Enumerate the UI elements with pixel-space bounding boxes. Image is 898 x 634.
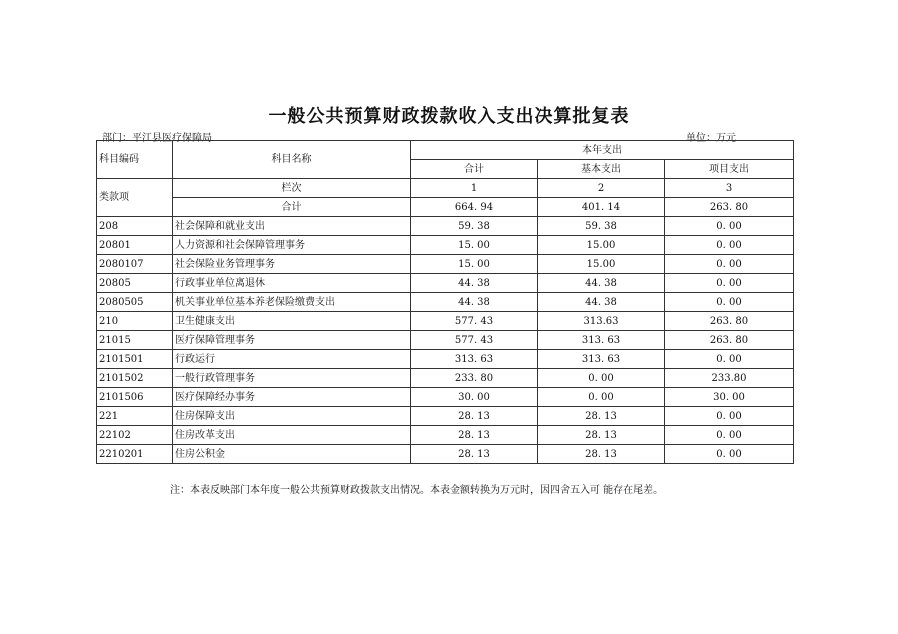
cell-project: 0. 00 — [665, 236, 794, 255]
cell-total: 577. 43 — [411, 331, 538, 350]
table-row — [97, 293, 794, 312]
cell-basic: 313.63 — [538, 312, 665, 331]
cell-name: 卫生健康支出 — [173, 312, 411, 331]
cell-basic: 0. 00 — [538, 369, 665, 388]
cell-code: 2101502 — [97, 369, 173, 388]
header-group: 本年支出 — [411, 141, 794, 160]
cell-code: 20801 — [97, 236, 173, 255]
cell-project: 263. 80 — [665, 312, 794, 331]
header-category: 类款项 — [97, 179, 173, 217]
cell-basic: 15.00 — [538, 236, 665, 255]
cell-name: 一般行政管理事务 — [173, 369, 411, 388]
table-row — [97, 350, 794, 369]
cell-code: 2101506 — [97, 388, 173, 407]
cell-code: 221 — [97, 407, 173, 426]
cell-code: 208 — [97, 217, 173, 236]
cell-basic: 28. 13 — [538, 445, 665, 464]
table-row — [97, 217, 794, 236]
cell-project: 0. 00 — [665, 293, 794, 312]
header-name: 科目名称 — [173, 141, 411, 179]
cell-project: 0. 00 — [665, 274, 794, 293]
cell-basic: 313. 63 — [538, 331, 665, 350]
table-row — [97, 388, 794, 407]
cell-name: 行政运行 — [173, 350, 411, 369]
cell-project: 233.80 — [665, 369, 794, 388]
cell-name: 机关事业单位基本养老保险缴费支出 — [173, 293, 411, 312]
cell-basic: 0. 00 — [538, 388, 665, 407]
total-basic: 401. 14 — [538, 198, 665, 217]
cell-total: 28. 13 — [411, 426, 538, 445]
cell-total: 313. 63 — [411, 350, 538, 369]
table-row — [97, 445, 794, 464]
column-index-1: 1 — [411, 179, 538, 198]
table-row — [97, 274, 794, 293]
cell-total: 28. 13 — [411, 445, 538, 464]
budget-table-body — [97, 141, 794, 464]
table-row — [97, 236, 794, 255]
cell-project: 0. 00 — [665, 445, 794, 464]
total-label: 合计 — [173, 198, 411, 217]
cell-basic: 28. 13 — [538, 426, 665, 445]
header-total: 合计 — [411, 160, 538, 179]
cell-code: 22102 — [97, 426, 173, 445]
cell-project: 0. 00 — [665, 426, 794, 445]
page-title: 一般公共预算财政拨款收入支出决算批复表 — [268, 106, 630, 127]
header-row-1 — [97, 141, 794, 160]
cell-project: 0. 00 — [665, 407, 794, 426]
cell-name: 医疗保障经办事务 — [173, 388, 411, 407]
cell-code: 2080107 — [97, 255, 173, 274]
table-row — [97, 426, 794, 445]
cell-code: 2210201 — [97, 445, 173, 464]
header-basic: 基本支出 — [538, 160, 665, 179]
cell-code: 21015 — [97, 331, 173, 350]
budget-table — [96, 140, 794, 464]
table-row — [97, 369, 794, 388]
column-index-3: 3 — [665, 179, 794, 198]
table-row — [97, 255, 794, 274]
cell-total: 59. 38 — [411, 217, 538, 236]
header-code: 科目编码 — [97, 141, 173, 179]
total-project: 263. 80 — [665, 198, 794, 217]
header-project: 项目支出 — [665, 160, 794, 179]
column-index-row — [97, 179, 794, 198]
table-row — [97, 331, 794, 350]
cell-basic: 59. 38 — [538, 217, 665, 236]
cell-total: 15. 00 — [411, 255, 538, 274]
cell-total: 15. 00 — [411, 236, 538, 255]
cell-total: 233. 80 — [411, 369, 538, 388]
cell-name: 社会保险业务管理事务 — [173, 255, 411, 274]
cell-total: 44. 38 — [411, 274, 538, 293]
total-sum: 664. 94 — [411, 198, 538, 217]
cell-name: 社会保障和就业支出 — [173, 217, 411, 236]
cell-name: 住房改革支出 — [173, 426, 411, 445]
cell-code: 210 — [97, 312, 173, 331]
cell-name: 人力资源和社会保障管理事务 — [173, 236, 411, 255]
cell-project: 263. 80 — [665, 331, 794, 350]
cell-basic: 313. 63 — [538, 350, 665, 369]
table-row — [97, 407, 794, 426]
cell-total: 577. 43 — [411, 312, 538, 331]
cell-basic: 44. 38 — [538, 293, 665, 312]
footnote: 注：本表反映部门本年度一般公共预算财政拨款支出情况。本表金额转换为万元时，因四舍五入可 能存在尾差。 — [170, 485, 664, 496]
cell-project: 0. 00 — [665, 350, 794, 369]
cell-code: 20805 — [97, 274, 173, 293]
table-row — [97, 312, 794, 331]
unit-label: 单位：万元 — [686, 133, 736, 144]
cell-project: 30. 00 — [665, 388, 794, 407]
column-index-2: 2 — [538, 179, 665, 198]
column-index-label: 栏次 — [173, 179, 411, 198]
cell-name: 住房保障支出 — [173, 407, 411, 426]
cell-project: 0. 00 — [665, 217, 794, 236]
department-label: 部门：平江县医疗保障局 — [102, 133, 212, 144]
cell-basic: 44. 38 — [538, 274, 665, 293]
cell-code: 2080505 — [97, 293, 173, 312]
cell-basic: 28. 13 — [538, 407, 665, 426]
cell-basic: 15.00 — [538, 255, 665, 274]
cell-total: 44. 38 — [411, 293, 538, 312]
cell-project: 0. 00 — [665, 255, 794, 274]
cell-name: 行政事业单位离退休 — [173, 274, 411, 293]
cell-total: 28. 13 — [411, 407, 538, 426]
cell-code: 2101501 — [97, 350, 173, 369]
cell-name: 住房公积金 — [173, 445, 411, 464]
cell-total: 30. 00 — [411, 388, 538, 407]
total-row — [97, 198, 794, 217]
cell-name: 医疗保障管理事务 — [173, 331, 411, 350]
